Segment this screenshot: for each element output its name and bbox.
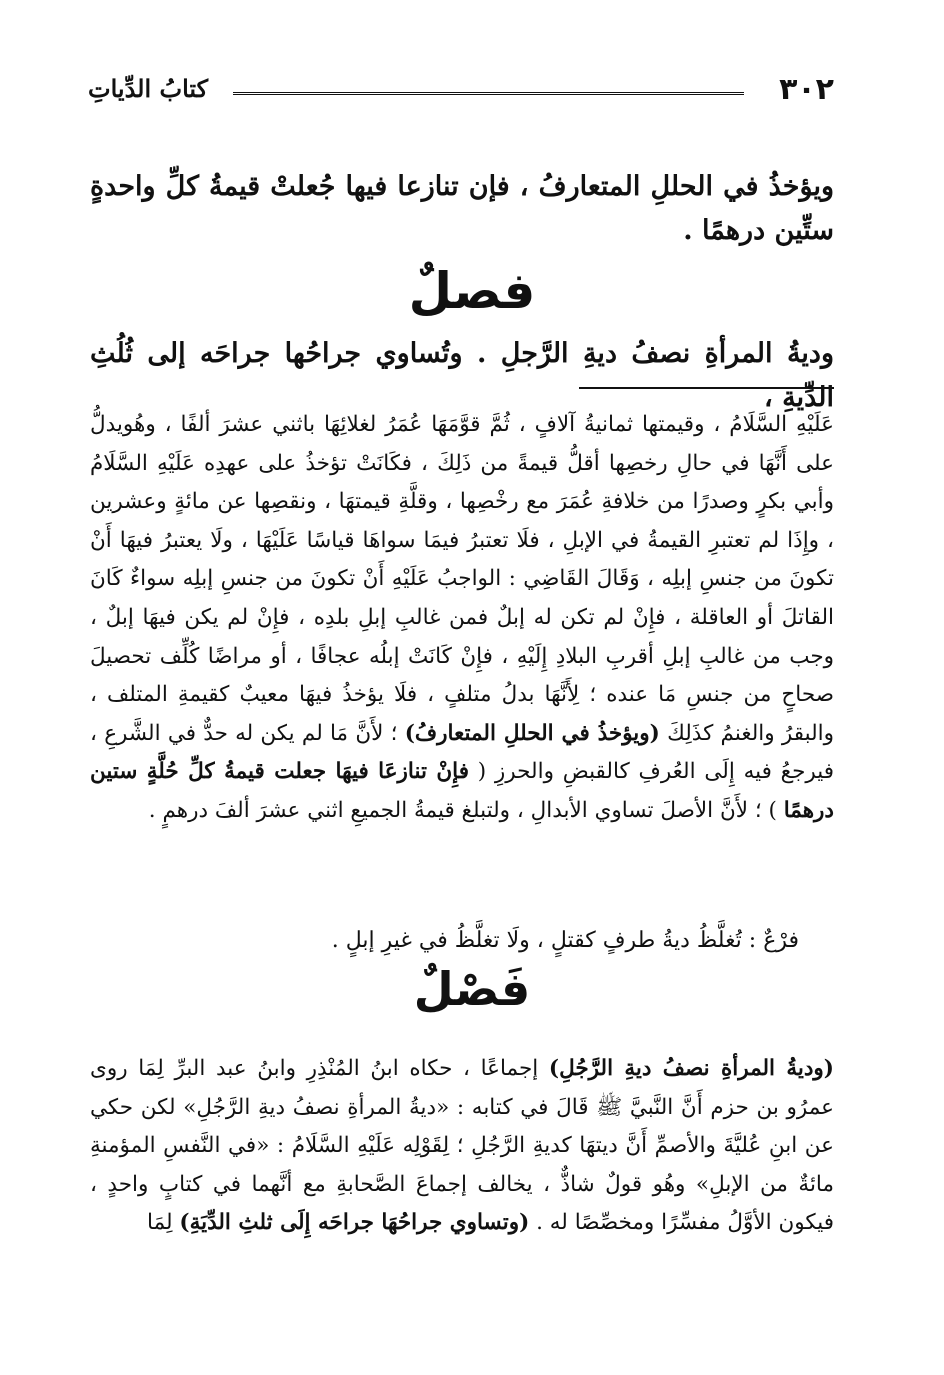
commentary-paragraph-1 [90, 406, 834, 831]
quoted-matn: (وتساوي جراحُهَا جراحَه إِلَى ثلثِ الدِّيَةِ) [179, 1210, 530, 1236]
matn-paragraph-2: وديةُ المرأةِ نصفُ ديةِ الرَّجلِ . وتُساوي جراحُها جراحَه إلى ثُلُثِ الدِّيةِ ، [90, 338, 834, 413]
text-divider [579, 387, 834, 389]
commentary-text: عَلَيْهِ السَّلَامُ ، وقيمتها ثمانيةُ آلافٍ ، ثُمَّ قوَّمَهَا عُمَرُ لغلائِهَا باثني عشرَ ألفًا ، وهُويدلُّ على أَنَّهَا في حالِ رخصِها أقلُّ قيمةً من ذَلِكَ ، فكَانَتْ تؤخذُ على عهدِه عَلَيْهِ السَّلَامُ وأبي بكرٍ وصدرًا من خلافةِ عُمَرَ مع رخْصِها ، وقلَّةِ قيمتهَا ، ونقصِها عن مائةٍ وعشرين ، وإِذَا لم تعتبرِ القيمةُ في الإبلِ ، فلَا تعتبرُ فيمَا سواهَا قياسًا عَلَيْهَا ، ولَا يعتبرُ فيهَا أَنْ تكونَ من جنسِ إبلِه ، وَقَالَ القَاضِي : الواجبُ عَلَيْهِ أَنْ تكونَ من جنسِ إبلِه سواءٌ كَانَ القاتلَ أو العاقلة ، فإِنْ لم تكن له إبلٌ فمن غالبِ إبلِ بلدِه ، فإِنْ لم يكن فيهَا إبلٌ ، وجب من غالبِ إبلِ أقربِ البلادِ إِلَيْهِ ، فإِنْ كَانَتْ إبلُه عجافًا ، أو مراضًا كُلِّف تحصيلَ صحاحٍ من جنسِ مَا عنده ؛ لِأَنَّهَا بدلُ متلفٍ ، فلَا يؤخذُ فيهَا معيبٌ كقيمةِ المتلف ، والبقرُ والغنمُ كذَلِكَ [90, 412, 835, 746]
commentary-text: إجماعًا ، حكاه ابنُ المُنْذِرِ وابنُ عبد البرِّ لِمَا روى عمرُو بن حزم أَنَّ النَّبيَّ ﷺ قَالَ في كتابه : «ديةُ المرأةِ نصفُ ديةِ الرَّجُلِ» لكن حكي عن ابنِ عُليَّةَ والأصمِّ أَنَّ ديتهَا كديةِ الرَّجُلِ ؛ لِقَوْلِه عَلَيْهِ السَّلَامُ : «في النَّفسِ المؤمنةِ مائةٌ من الإبلِ» وهُو قولٌ شاذٌّ ، يخالف إجماعَ الصَّحابةِ مع أنَّهما في كتابٍ واحدٍ ، فيكون الأوَّلُ مفسِّرًا ومخصِّصًا له . [90, 1056, 834, 1236]
running-title: كتابُ الدِّياتِ [88, 74, 209, 103]
matn-paragraph-1: ويؤخذُ في الحللِ المتعارفُ ، فإن تنازعا فيها جُعلتْ قيمةُ كلِّ واحدةٍ ستِّين درهمًا . [90, 171, 834, 246]
commentary-text: ) ؛ لأَنَّ الأصلَ تساوي الأبدالِ ، ولتبلغ قيمةُ الجميعِ اثني عشرَ ألفَ درهمٍ . [148, 797, 784, 823]
commentary-text: لِمَا [147, 1210, 180, 1236]
subsidiary-issue: فرْعٌ : تُغلَّظُ ديةُ طرفٍ كقتلٍ ، ولَا تغلَّظُ في غيرِ إبلٍ . [331, 928, 799, 953]
header-rule [233, 92, 744, 98]
quoted-matn: (وديةُ المرأةِ نصفُ ديةِ الرَّجُلِ) [548, 1056, 834, 1081]
quoted-matn: (ويؤخذُ في الحللِ المتعارفُ) [404, 720, 660, 746]
commentary-text: ؛ لأَنَّ مَا لم يكن له حدٌّ في الشَّرعِ ، فيرجعُ فيه إِلَى العُرفِ كالقبضِ والحرزِ ( [90, 720, 834, 785]
page-number: ٣٠٢ [779, 72, 834, 107]
section-heading-matn: فصلٌ [408, 262, 536, 320]
section-heading-commentary: فَصْلٌ [413, 962, 531, 1016]
commentary-paragraph-2 [90, 1050, 834, 1243]
quoted-matn: فإِنْ تنازعَا فيهَا جعلت قيمةُ كلِّ حُلَّةٍ ستين درهمًا [90, 759, 834, 823]
page-header [88, 72, 834, 112]
